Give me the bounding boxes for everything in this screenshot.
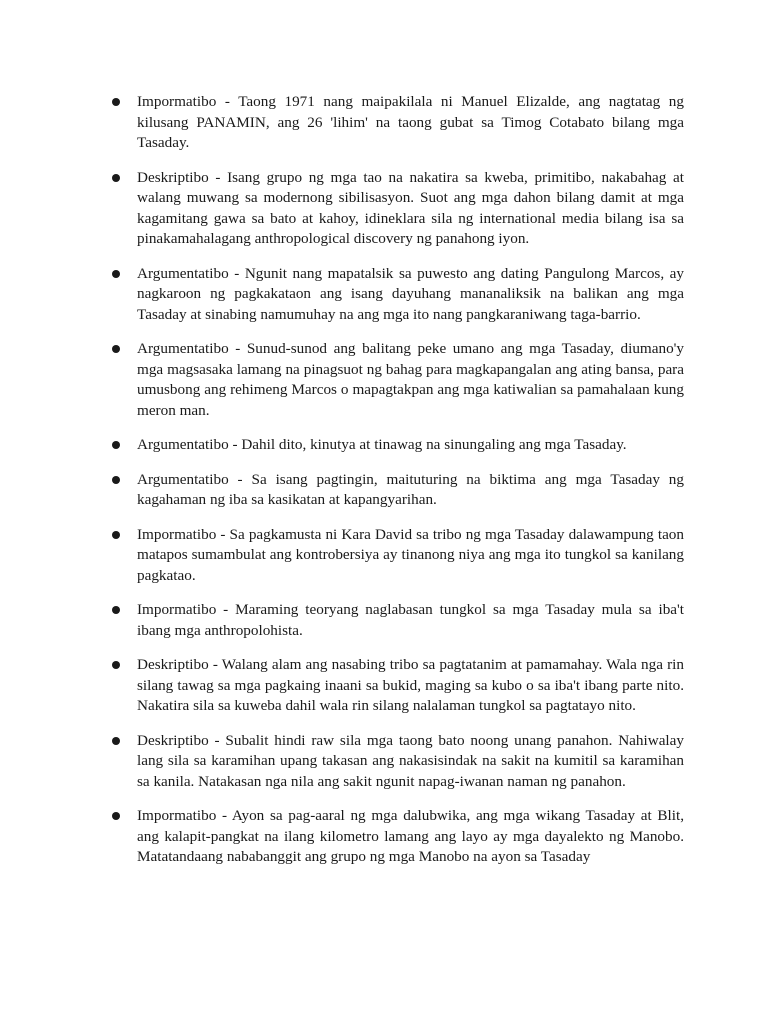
list-item-text: Impormatibo - Sa pagkamusta ni Kara David sa tribo ng mga Tasaday dalawampung taon matapos sumambulat ang kontrobersiya ay tinanong niya ang mga ito tungkol sa kanilang pagkatao. <box>137 525 684 584</box>
bullet-icon <box>112 531 120 539</box>
bullet-icon <box>112 98 120 106</box>
list-item <box>112 168 684 250</box>
list-item <box>112 731 684 793</box>
list-item <box>112 600 684 641</box>
list-item <box>112 470 684 511</box>
list-item <box>112 806 684 868</box>
bullet-icon <box>112 441 120 449</box>
bullet-icon <box>112 270 120 278</box>
bullet-icon <box>112 174 120 182</box>
list-item-text: Impormatibo - Taong 1971 nang maipakilala ni Manuel Elizalde, ang nagtatag ng kilusang PANAMIN, ang 26 'lihim' na taong gubat sa Timog Cotabato bilang mga Tasaday. <box>137 93 684 151</box>
list-item-text: Deskriptibo - Subalit hindi raw sila mga taong bato noong unang panahon. Nahiwalay lang sila sa karamihan upang takasan ang nakasisindak na sakit na kumitil sa karamihan sa kanila. Natakasan nga nila ang sakit ngunit napag-iwanan naman ng panahon. <box>137 731 684 790</box>
bullet-list <box>112 92 684 882</box>
bullet-icon <box>112 606 120 614</box>
bullet-icon <box>112 661 120 669</box>
list-item <box>112 339 684 421</box>
bullet-icon <box>112 345 120 353</box>
list-item-text: Impormatibo - Ayon sa pag-aaral ng mga dalubwika, ang mga wikang Tasaday at Blit, ang kalapit-pangkat na ilang kilometro lamang ang layo ay mga dayalekto ng Manobo. Matatandaang nababanggit ang grupo ng mga Manobo na ayon sa Tasaday <box>137 807 684 865</box>
list-item-text: Argumentatibo - Sa isang pagtingin, maituturing na biktima ang mga Tasaday ng kagahaman ng iba sa kasikatan at kapangyarihan. <box>137 470 684 508</box>
list-item-text: Deskriptibo - Isang grupo ng mga tao na nakatira sa kweba, primitibo, nakabahag at walang muwang sa modernong sibilisasyon. Suot ang mga dahon bilang damit at mga kagamitang gawa sa bato at kahoy, idineklara sila ng international media bilang isa sa pinakamahalagang anthropological discovery ng panahong iyon. <box>137 168 684 247</box>
list-item-text: Argumentatibo - Dahil dito, kinutya at tinawag na sinungaling ang mga Tasaday. <box>137 436 627 453</box>
list-item <box>112 92 684 154</box>
list-item-text: Argumentatibo - Ngunit nang mapatalsik sa puwesto ang dating Pangulong Marcos, ay nagkaroon ng pagkakataon ang isang dayuhang mananaliksik na balikan ang mga Tasaday at sinabing namumuhay na ang mga ito nang pangkaraniwang taga-barrio. <box>137 264 684 323</box>
list-item <box>112 435 684 456</box>
list-item <box>112 264 684 326</box>
bullet-icon <box>112 476 120 484</box>
list-item-text: Deskriptibo - Walang alam ang nasabing tribo sa pagtatanim at pamamahay. Wala nga rin silang tawag sa mga pagkaing inaani sa bukid, maging sa kubo o sa iba't ibang parte nito. Nakatira sila sa kuweba dahil wala rin silang nalalaman tungkol sa pagtatayo nito. <box>137 656 684 714</box>
list-item <box>112 655 684 717</box>
list-item <box>112 525 684 587</box>
list-item-text: Argumentatibo - Sunud-sunod ang balitang peke umano ang mga Tasaday, diumano'y mga magsasaka lamang na pinagsuot ng bahag para magkapangalan ang ating bansa, para umusbong ang rehimeng Marcos o mapagtakpan ang mga katiwalian sa pamahalaan kung meron man. <box>137 340 684 419</box>
bullet-icon <box>112 737 120 745</box>
bullet-icon <box>112 812 120 820</box>
list-item-text: Impormatibo - Maraming teoryang naglabasan tungkol sa mga Tasaday mula sa iba't ibang mga anthropolohista. <box>137 601 684 639</box>
